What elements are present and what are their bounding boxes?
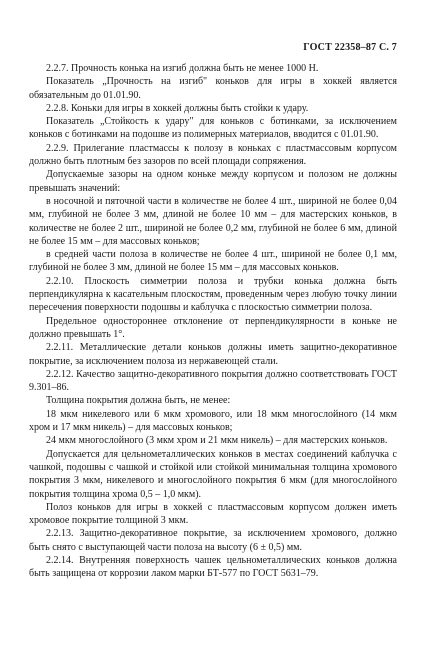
paragraph: Показатель „Стойкость к удару" для коньков с ботинками, за исключением коньков с ботинками на подошве из полимерных материалов, вводится с 01.01.90. bbox=[29, 116, 397, 141]
paragraph: 18 мкм никелевого или 6 мкм хромового, или 18 мкм многослойного (14 мкм хром и 17 мкм никель) – для массовых коньков; bbox=[29, 408, 397, 434]
paragraph: Толщина покрытия должна быть, не менее: bbox=[46, 395, 231, 407]
clause-2-2-11: 2.2.11. Металлические детали коньков должны иметь защитно-декоративное покрытие, за исключением полоза из нержавеющей стали. bbox=[29, 342, 397, 367]
paragraph: Полоз коньков для игры в хоккей с пластмассовым корпусом должен иметь хромовое покрытие толщиной 3 мкм. bbox=[29, 501, 397, 527]
clause-2-2-13: 2.2.13. Защитно-декоративное покрытие, за исключением хромового, должно быть снято с выступающей части полоза на высоту (6 ± 0,5) мм. bbox=[29, 528, 397, 553]
clause-2-2-9: 2.2.9. Прилегание пластмассы к полозу в коньках с пластмассовым корпусом должно быть плотным без зазоров по всей площади сопряжения. bbox=[29, 142, 397, 168]
clause-2-2-12: 2.2.12. Качество защитно-декоративного покрытия должно соответствовать ГОСТ 9.301–86. bbox=[29, 368, 397, 394]
paragraph: в носочной и пяточной части в количестве не более 4 шт., шириной не более 0,04 мм, глубиной не более 3 мм, длиной не более 10 мм – для мастерских коньков, в количестве не более 2 шт., шириной не более 0,2 мм, глубиной не более 6 мм, длиной не более 15 мм – для массовых коньков; bbox=[29, 195, 397, 247]
clause-2-2-10: 2.2.10. Плоскость симметрии полоза и трубки конька должна быть перпендикулярна к касательным плоскостям, проведенным через любую точку линии пересечения поверхности подошвы и каблучка с плоскостью симметрии полоза. bbox=[29, 275, 397, 314]
page-header: ГОСТ 22358–87 С. 7 bbox=[303, 42, 397, 53]
paragraph: в средней части полоза в количестве не более 4 шт., шириной не более 0,1 мм, глубиной не более 3 мм, длиной не более 15 мм – для массовых коньков. bbox=[29, 249, 397, 274]
clause-2-2-7: 2.2.7. Прочность конька на изгиб должна быть не менее 1000 Н. bbox=[46, 63, 319, 74]
document-body bbox=[29, 62, 397, 581]
paragraph: Допускаемые зазоры на одном коньке между корпусом и полозом не должны превышать значений: bbox=[29, 169, 397, 194]
clause-2-2-8: 2.2.8. Коньки для игры в хоккей должны быть стойки к удару. bbox=[46, 102, 309, 114]
paragraph: Показатель „Прочность на изгиб" коньков для игры в хоккей является обязательным до 01.01.90. bbox=[29, 76, 397, 101]
paragraph: 24 мкм многослойного (3 мкм хром и 21 мкм никель) – для мастерских коньков. bbox=[46, 435, 388, 447]
paragraph: Предельное одностороннее отклонение от перпендикулярности в коньке не должно превышать 1°. bbox=[29, 315, 397, 340]
clause-2-2-14: 2.2.14. Внутренняя поверхность чашек цельнометаллических коньков должна быть защищена от коррозии лаком марки БТ-577 по ГОСТ 5631–79. bbox=[29, 554, 397, 580]
paragraph: Допускается для цельнометаллических коньков в местах соединений каблучка с чашкой, подошвы с чашкой и стойкой или стойкой минимальная толщина хромового покрытия 3 мкм, никелевого и многослойного покрытия 6 мкм (для многослойного покрытия толщина хрома 0,5 – 1,0 мкм). bbox=[29, 448, 397, 500]
